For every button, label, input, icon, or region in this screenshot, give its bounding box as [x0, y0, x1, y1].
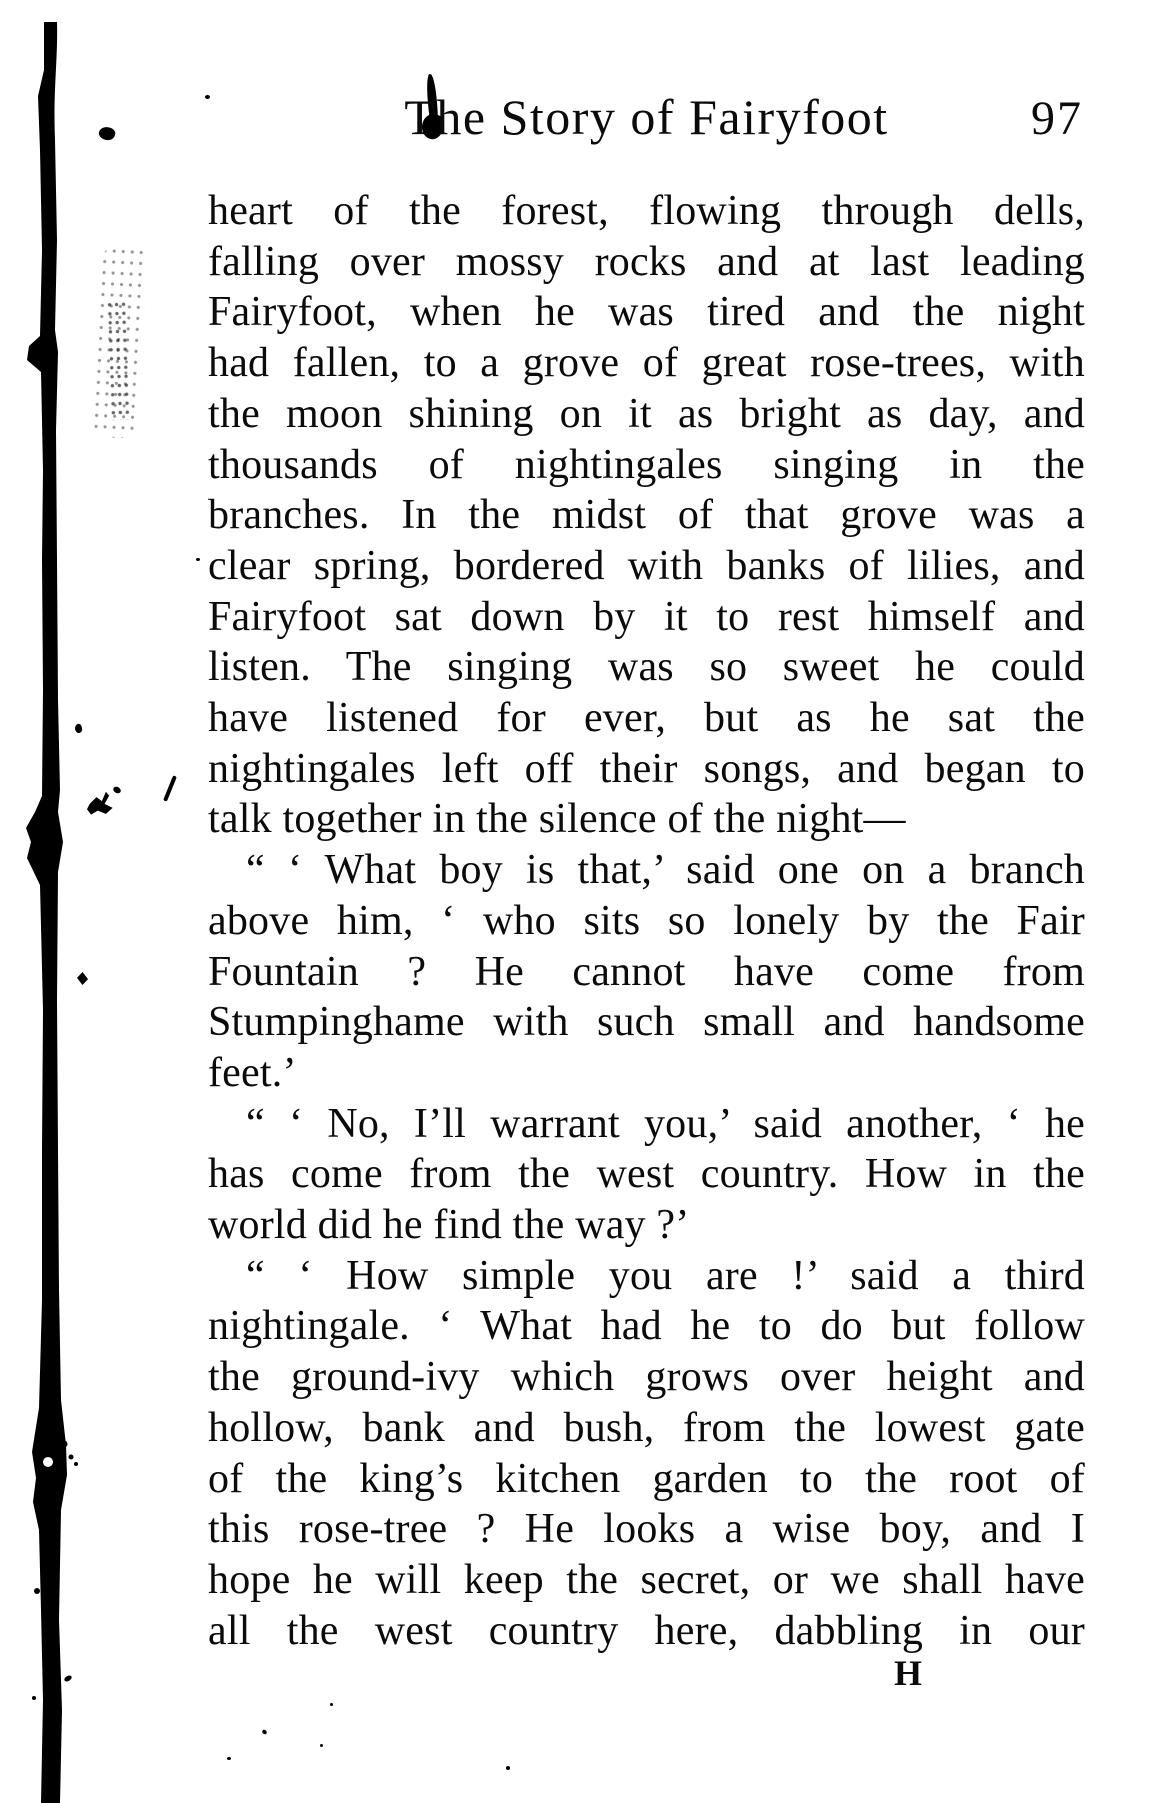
text-line: this rose-tree ? He looks a wise boy, and I: [208, 1506, 1085, 1553]
ink-scribble: [87, 789, 114, 816]
text-line: nightingale. ‘ What had he to do but follow: [208, 1303, 1085, 1350]
text-line: all the west country here, dabbling in our: [208, 1607, 1085, 1654]
text-line: world did he find the way ?’: [208, 1202, 690, 1249]
page-title: The Story of Fairyfoot: [404, 89, 889, 145]
ink-speck: [320, 1744, 323, 1747]
text-line: branches. In the midst of that grove was a: [208, 492, 1085, 539]
text-line: Stumpinghame with such small and handsome: [208, 999, 1085, 1046]
text-line: falling over mossy rocks and at last leading: [208, 238, 1085, 285]
ink-speck: [227, 1757, 231, 1760]
ink-blob: [97, 125, 116, 143]
text-line: the ground-ivy which grows over height and: [208, 1354, 1085, 1401]
text-line: the moon shining on it as bright as day, and: [208, 390, 1085, 437]
text-line: have listened for ever, but as he sat the: [208, 695, 1085, 742]
binding-edge-shadow: [0, 0, 90, 1803]
text-line: of the king’s kitchen garden to the root of: [208, 1455, 1085, 1502]
text-line: hope he will keep the secret, or we shall have: [208, 1556, 1085, 1603]
text-line: “ ‘ What boy is that,’ said one on a branch: [246, 847, 1085, 894]
ink-speck: [261, 1729, 267, 1735]
printer-signature: H: [894, 1653, 924, 1693]
text-line: talk together in the silence of the night—: [208, 796, 906, 843]
text-line: feet.’: [208, 1049, 297, 1096]
scan-noise-patch: [106, 300, 132, 421]
text-line: had fallen, to a grove of great rose-trees, with: [208, 340, 1085, 387]
text-line: clear spring, bordered with banks of lilies, and: [208, 542, 1085, 589]
text-line: nightingales left off their songs, and began to: [208, 745, 1085, 792]
text-line: has come from the west country. How in the: [208, 1151, 1085, 1198]
text-line: listen. The singing was so sweet he could: [208, 644, 1085, 691]
text-line: heart of the forest, flowing through dells,: [208, 188, 1085, 234]
ink-speck: [112, 785, 122, 794]
text-line: “ ‘ No, I’ll warrant you,’ said another, ‘ he: [246, 1100, 1085, 1147]
ink-slash-mark: [163, 775, 177, 802]
text-line: Fountain ? He cannot have come from: [208, 948, 1085, 995]
text-line: Fairyfoot sat down by it to rest himself and: [208, 593, 1085, 640]
body-text: [208, 186, 1085, 1656]
ink-speck: [32, 1696, 36, 1700]
text-line: hollow, bank and bush, from the lowest gate: [208, 1404, 1085, 1451]
text-line: above him, ‘ who sits so lonely by the Fair: [208, 897, 1085, 944]
text-line: “ ‘ How simple you are !’ said a third: [246, 1252, 1085, 1299]
ink-speck: [506, 1766, 510, 1770]
page-number: 97: [1031, 92, 1083, 145]
text-line: thousands of nightingales singing in the: [208, 441, 1085, 488]
running-head: [208, 88, 1085, 158]
text-line: Fairyfoot, when he was tired and the night: [208, 289, 1085, 336]
ink-speck: [330, 1703, 333, 1706]
ink-speck: [196, 558, 200, 561]
ink-speck: [34, 1588, 40, 1594]
